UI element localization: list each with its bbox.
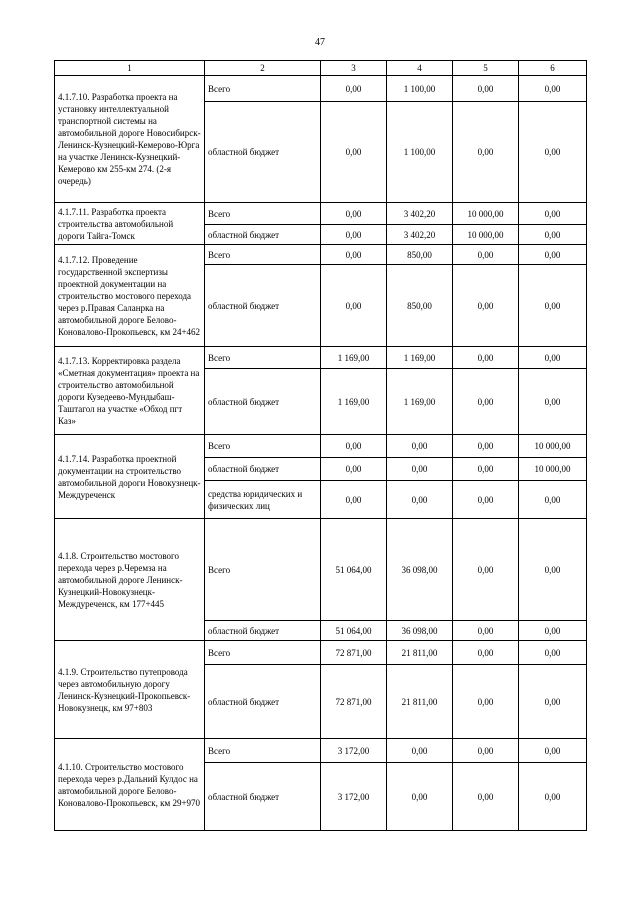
value-cell: 10 000,00 [453,225,519,245]
value-cell: 0,00 [387,458,453,481]
value-cell: 0,00 [519,519,587,621]
row-description: 4.1.7.10. Разработка проекта на установку интеллектуальной транспортной системы на автомобильной дороге Новосибирск-Ленинск-Кузнецкий-Кемерово-Юрга на участке Ленинск-Кузнецкий-Кемерово км 255-км 274. (2-я очередь) [55,76,205,203]
value-cell: 0,00 [453,665,519,739]
value-cell: 36 098,00 [387,519,453,621]
value-cell: 0,00 [519,102,587,203]
value-cell: 0,00 [519,203,587,225]
value-cell: 0,00 [453,763,519,831]
value-cell: 0,00 [321,458,387,481]
value-cell: 1 169,00 [387,347,453,369]
value-cell: 0,00 [453,347,519,369]
row-description: 4.1.7.11. Разработка проекта строительства автомобильной дороги Тайга-Томск [55,203,205,245]
column-header: 1 [55,61,205,76]
value-cell: 0,00 [453,369,519,435]
table-row [55,76,587,102]
value-cell: 0,00 [453,739,519,763]
value-cell: 0,00 [519,225,587,245]
value-cell: 0,00 [321,265,387,347]
funding-source: областной бюджет [205,458,321,481]
value-cell: 0,00 [453,245,519,265]
value-cell: 72 871,00 [321,665,387,739]
column-header: 2 [205,61,321,76]
value-cell: 0,00 [519,621,587,641]
column-header: 3 [321,61,387,76]
value-cell: 51 064,00 [321,621,387,641]
column-number-row [55,61,587,76]
value-cell: 850,00 [387,245,453,265]
value-cell: 0,00 [321,102,387,203]
value-cell: 0,00 [519,739,587,763]
funding-source: Всего [205,739,321,763]
value-cell: 1 169,00 [387,369,453,435]
value-cell: 0,00 [321,245,387,265]
table-row [55,435,587,458]
value-cell: 0,00 [519,481,587,519]
value-cell: 1 100,00 [387,102,453,203]
value-cell: 0,00 [453,641,519,665]
table-row [55,203,587,225]
value-cell: 0,00 [321,203,387,225]
value-cell: 0,00 [453,621,519,641]
value-cell: 3 402,20 [387,225,453,245]
table-row [55,641,587,665]
value-cell: 51 064,00 [321,519,387,621]
value-cell: 1 100,00 [387,76,453,102]
column-header: 4 [387,61,453,76]
value-cell: 1 169,00 [321,347,387,369]
funding-source: Всего [205,76,321,102]
funding-source: Всего [205,519,321,621]
row-description: 4.1.9. Строительство путепровода через автомобильную дорогу Ленинск-Кузнецкий-Прокопьевск-Новокузнецк, км 97+803 [55,641,205,739]
value-cell: 0,00 [387,763,453,831]
value-cell: 0,00 [519,76,587,102]
funding-source: областной бюджет [205,265,321,347]
value-cell: 0,00 [453,458,519,481]
value-cell: 0,00 [519,245,587,265]
value-cell: 10 000,00 [453,203,519,225]
value-cell: 0,00 [387,435,453,458]
value-cell: 0,00 [453,435,519,458]
table-row [55,347,587,369]
funding-source: средства юридических и физических лиц [205,481,321,519]
value-cell: 0,00 [519,665,587,739]
funding-source: областной бюджет [205,621,321,641]
value-cell: 0,00 [453,265,519,347]
value-cell: 0,00 [321,481,387,519]
funding-source: Всего [205,245,321,265]
table-row [55,519,587,621]
value-cell: 1 169,00 [321,369,387,435]
row-description: 4.1.7.12. Проведение государственной экспертизы проектной документации на строительство мостового перехода через р.Правая Саланрка на автомобильной дороге Белово-Коновалово-Прокопьевск, км 24+462 [55,245,205,347]
value-cell: 0,00 [519,641,587,665]
value-cell: 0,00 [321,435,387,458]
value-cell: 3 402,20 [387,203,453,225]
value-cell: 36 098,00 [387,621,453,641]
value-cell: 0,00 [519,763,587,831]
funding-source: Всего [205,435,321,458]
value-cell: 0,00 [519,369,587,435]
value-cell: 0,00 [387,739,453,763]
funding-source: областной бюджет [205,665,321,739]
funding-source: Всего [205,641,321,665]
value-cell: 0,00 [387,481,453,519]
column-header: 6 [519,61,587,76]
value-cell: 0,00 [453,519,519,621]
funding-source: Всего [205,203,321,225]
value-cell: 72 871,00 [321,641,387,665]
funding-source: областной бюджет [205,225,321,245]
funding-source: областной бюджет [205,369,321,435]
row-description: 4.1.8. Строительство мостового перехода через р.Черемза на автомобильной дороге Ленинск-Кузнецкий-Новокузнецк-Междуреченск, км 177+445 [55,519,205,641]
table-row [55,739,587,763]
value-cell: 0,00 [519,265,587,347]
column-header: 5 [453,61,519,76]
value-cell: 0,00 [453,102,519,203]
value-cell: 21 811,00 [387,665,453,739]
value-cell: 21 811,00 [387,641,453,665]
value-cell: 10 000,00 [519,435,587,458]
budget-table [54,60,587,831]
funding-source: областной бюджет [205,763,321,831]
value-cell: 0,00 [321,76,387,102]
row-description: 4.1.7.13. Корректировка раздела «Сметная документация» проекта на строительство автомобильной дороги Кузедеево-Мундыбаш-Таштагол на участке «Обход пгт Каз» [55,347,205,435]
row-description: 4.1.10. Строительство мостового перехода через р.Дальний Кулдос на автомобильной дороге Белово-Коновалово-Прокопьевск, км 29+970 [55,739,205,831]
value-cell: 850,00 [387,265,453,347]
page-number: 47 [315,37,325,48]
table-row [55,245,587,265]
value-cell: 0,00 [453,76,519,102]
value-cell: 0,00 [519,347,587,369]
value-cell: 0,00 [321,225,387,245]
funding-source: Всего [205,347,321,369]
value-cell: 10 000,00 [519,458,587,481]
value-cell: 0,00 [453,481,519,519]
funding-source: областной бюджет [205,102,321,203]
value-cell: 3 172,00 [321,739,387,763]
value-cell: 3 172,00 [321,763,387,831]
row-description: 4.1.7.14. Разработка проектной документации на строительство автомобильной дороги Новокузнецк-Междуреченск [55,435,205,519]
